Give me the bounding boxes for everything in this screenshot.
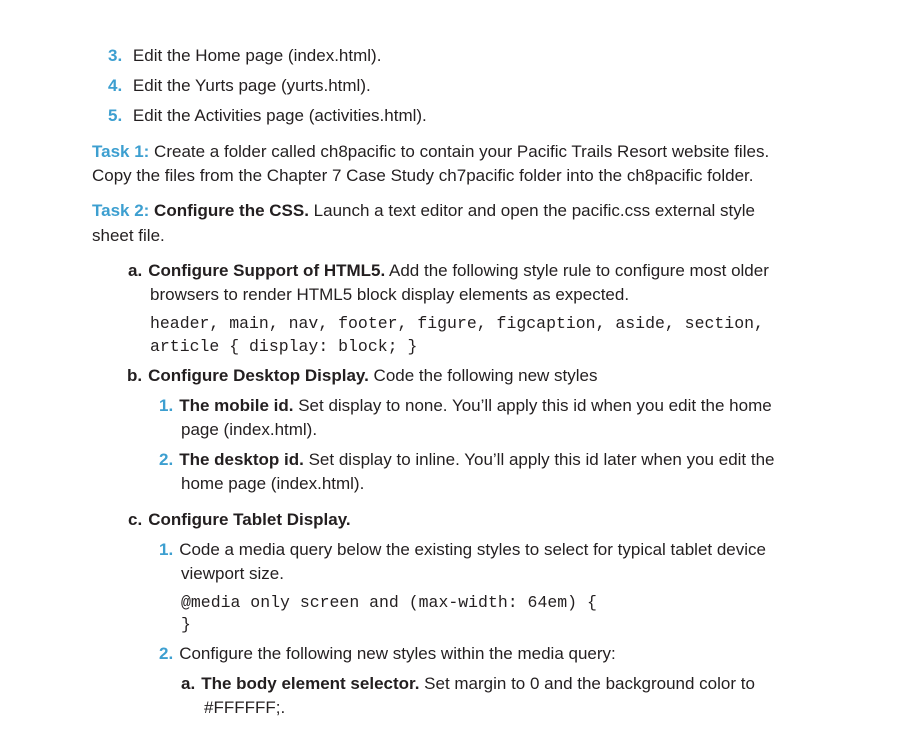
item-b-letter: b. <box>127 366 143 385</box>
sub-text: Set display to none. You’ll apply this id when you edit the home <box>293 396 772 415</box>
step-item <box>108 45 381 67</box>
item-b-sub2-line2: home page (index.html). <box>181 474 365 493</box>
item-c-sub2a-line1 <box>181 673 755 695</box>
sub-number: 2. <box>159 644 174 663</box>
task2-line1 <box>92 200 755 222</box>
item-a-line2: browsers to render HTML5 block display elements as expected. <box>150 285 630 304</box>
item-a-line1 <box>128 260 769 282</box>
subsub-text: Set margin to 0 and the background color to <box>419 674 755 693</box>
sub-number: 2. <box>159 450 174 469</box>
task2-text: Launch a text editor and open the pacific.css external style <box>308 201 755 220</box>
item-a-text: Add the following style rule to configure most older <box>385 261 769 280</box>
subsub-letter: a. <box>181 674 196 693</box>
step-text: Edit the Activities page (activities.html). <box>132 106 427 125</box>
step-number: 5. <box>108 106 123 125</box>
subsub-heading: The body element selector. <box>201 674 420 693</box>
item-b-sub1-line2: page (index.html). <box>181 420 318 439</box>
item-c-sub1-line1 <box>159 539 766 561</box>
sub-heading: The desktop id. <box>179 450 304 469</box>
step-item <box>108 105 427 127</box>
item-b-text: Code the following new styles <box>368 366 598 385</box>
item-c-sub2a-line2: #FFFFFF;. <box>204 698 286 717</box>
step-number: 3. <box>108 46 123 65</box>
sub-heading: The mobile id. <box>179 396 294 415</box>
item-c-sub2-line <box>159 643 616 665</box>
code-line: header, main, nav, footer, figure, figcaption, aside, section, <box>150 314 764 333</box>
sub-text: Code a media query below the existing styles to select for typical tablet device <box>179 540 766 559</box>
sub-number: 1. <box>159 396 174 415</box>
code-line: article { display: block; } <box>150 337 418 356</box>
task2-line2: sheet file. <box>92 226 165 245</box>
item-b-heading: Configure Desktop Display. <box>148 366 369 385</box>
item-b-sub2-line1 <box>159 449 775 471</box>
item-a-heading: Configure Support of HTML5. <box>148 261 386 280</box>
step-item <box>108 75 371 97</box>
sub-text: Set display to inline. You’ll apply this id later when you edit the <box>303 450 775 469</box>
code-line: } <box>181 615 191 634</box>
item-c-line <box>128 509 351 531</box>
sub-text: Configure the following new styles within the media query: <box>179 644 616 663</box>
task1-line1 <box>92 141 769 163</box>
task2-heading: Configure the CSS. <box>149 201 309 220</box>
item-c-heading: Configure Tablet Display. <box>148 510 351 529</box>
item-b-sub1-line1 <box>159 395 772 417</box>
code-line: @media only screen and (max-width: 64em) { <box>181 593 597 612</box>
task1-label: Task 1: <box>92 142 150 161</box>
task2-label: Task 2: <box>92 201 150 220</box>
item-c-sub1-line2: viewport size. <box>181 564 284 583</box>
step-text: Edit the Home page (index.html). <box>132 46 382 65</box>
task1-line2: Copy the files from the Chapter 7 Case Study ch7pacific folder into the ch8pacific folder. <box>92 166 754 185</box>
item-a-letter: a. <box>128 261 143 280</box>
step-number: 4. <box>108 76 123 95</box>
task1-text: Create a folder called ch8pacific to contain your Pacific Trails Resort website files. <box>149 142 770 161</box>
step-text: Edit the Yurts page (yurts.html). <box>132 76 371 95</box>
item-b-line <box>127 365 598 387</box>
sub-number: 1. <box>159 540 174 559</box>
item-c-letter: c. <box>128 510 143 529</box>
